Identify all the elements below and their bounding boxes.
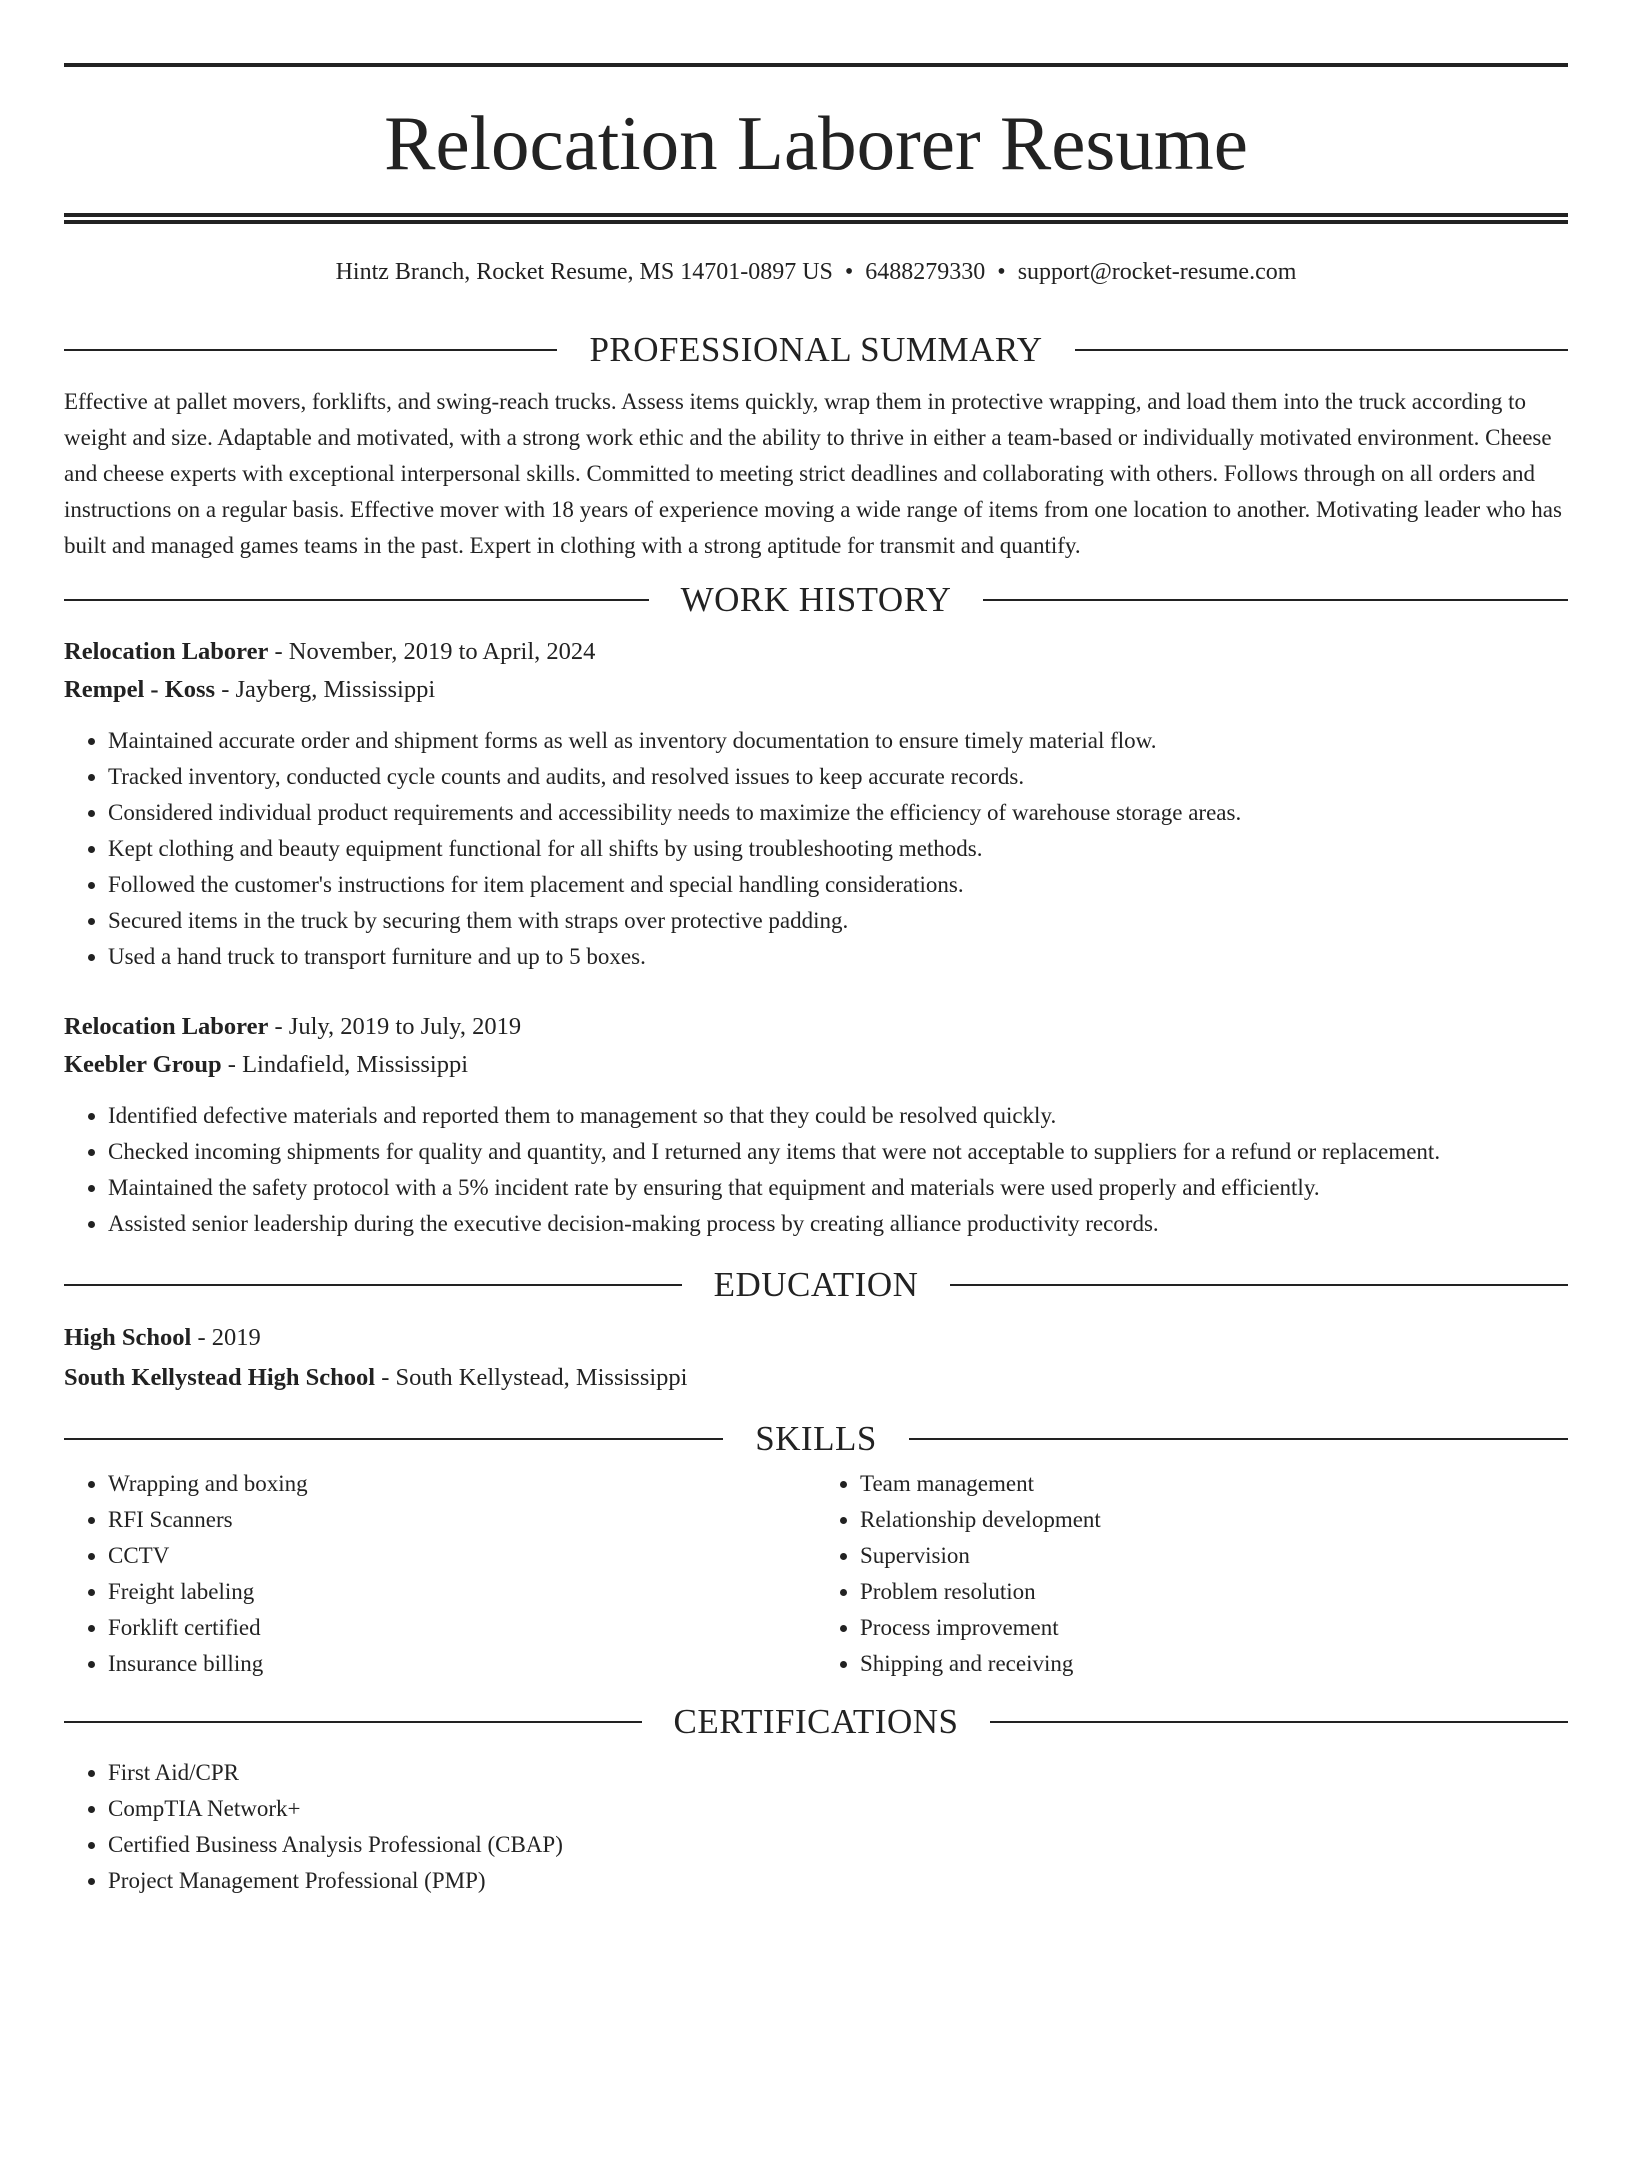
skills-column-left (64, 1466, 816, 1682)
job-title: Relocation Laborer (64, 1013, 269, 1040)
skill-item: • Freight labeling (108, 1574, 816, 1610)
job-entry (64, 1008, 1568, 1242)
education-degree-line (64, 1318, 1568, 1358)
section-title-summary: PROFESSIONAL SUMMARY (589, 330, 1043, 369)
job-title-line (64, 633, 1568, 671)
education-school: South Kellystead High School (64, 1364, 376, 1391)
job-company-line (64, 1046, 1568, 1084)
job-dates: - November, 2019 to April, 2024 (268, 638, 596, 665)
divider-line (990, 1721, 1568, 1723)
education-degree: High School (64, 1324, 192, 1351)
skill-item: • Problem resolution (860, 1574, 1568, 1610)
skill-item: • Relationship development (860, 1502, 1568, 1538)
list-item: • Identified defective materials and reported them to management so that they could be resolved quickly. (108, 1098, 1568, 1134)
resume-title: Relocation Laborer Resume (384, 100, 1248, 186)
education-school-line (64, 1358, 1568, 1398)
section-title-certifications: CERTIFICATIONS (673, 1702, 959, 1741)
skill-item: • Supervision (860, 1538, 1568, 1574)
section-title-skills: SKILLS (755, 1419, 877, 1458)
section-header-skills (64, 1421, 1568, 1456)
certification-item: • Project Management Professional (PMP) (108, 1863, 1568, 1899)
summary-text: Effective at pallet movers, forklifts, and swing-reach trucks. Assess items quickly, wrap them in protective wrapping, and load them into the truck according to weight and size. Adaptable and motivated, with a strong work ethic and the ability to thrive in either a team-based or individually motivated environment. Cheese and cheese experts with exceptional interpersonal skills. Committed to meeting strict deadlines and collaborating with others. Follows through on all orders and instructions on a regular basis. Effective mover with 18 years of experience moving a wide range of items from one location to another. Motivating leader who has built and managed games teams in the past. Expert in clothing with a strong aptitude for transmit and quantify. (64, 389, 1562, 558)
job-title-line (64, 1008, 1568, 1046)
section-header-certifications (64, 1704, 1568, 1739)
divider-line (950, 1284, 1568, 1286)
skill-item: • Shipping and receiving (860, 1646, 1568, 1682)
skills-grid (64, 1466, 1568, 1682)
skills-column-right (816, 1466, 1568, 1682)
skill-item: • Insurance billing (108, 1646, 816, 1682)
list-item: • Tracked inventory, conducted cycle counts and audits, and resolved issues to keep accurate records. (108, 759, 1568, 795)
job-company-line (64, 671, 1568, 709)
divider-line (64, 1438, 723, 1440)
job-location: - Jayberg, Mississippi (215, 676, 436, 703)
skill-item: • RFI Scanners (108, 1502, 816, 1538)
list-item: • Assisted senior leadership during the executive decision-making process by creating alliance productivity records. (108, 1206, 1568, 1242)
job-entry (64, 633, 1568, 975)
education-year: - 2019 (191, 1324, 261, 1351)
list-item: • Followed the customer's instructions for item placement and special handling considerations. (108, 867, 1568, 903)
skill-item: • Forklift certified (108, 1610, 816, 1646)
divider-line (909, 1438, 1568, 1440)
list-item: • Used a hand truck to transport furniture and up to 5 boxes. (108, 939, 1568, 975)
skill-item: • CCTV (108, 1538, 816, 1574)
divider-line (1075, 349, 1568, 351)
contact-line (64, 260, 1568, 284)
list-item: • Checked incoming shipments for quality and quantity, and I returned any items that were not acceptable to suppliers for a refund or replacement. (108, 1134, 1568, 1170)
job-bullets (64, 1098, 1568, 1242)
list-item: • Considered individual product requirements and accessibility needs to maximize the efficiency of warehouse storage areas. (108, 795, 1568, 831)
list-item: • Kept clothing and beauty equipment functional for all shifts by using troubleshooting methods. (108, 831, 1568, 867)
title-double-rule (64, 213, 1568, 224)
job-company: Rempel - Koss (64, 676, 216, 703)
skill-item: • Wrapping and boxing (108, 1466, 816, 1502)
divider-line (64, 599, 649, 601)
certification-item: • Certified Business Analysis Professional (CBAP) (108, 1827, 1568, 1863)
job-location: - Lindafield, Mississippi (221, 1051, 469, 1078)
skill-item: • Team management (860, 1466, 1568, 1502)
job-company: Keebler Group (64, 1051, 222, 1078)
list-item: • Secured items in the truck by securing them with straps over protective padding. (108, 903, 1568, 939)
contact-phone[interactable]: 6488279330 (865, 259, 986, 285)
education-entry (64, 1318, 1568, 1398)
section-header-education (64, 1267, 1568, 1302)
job-dates: - July, 2019 to July, 2019 (268, 1013, 522, 1040)
certification-item: • First Aid/CPR (108, 1755, 1568, 1791)
contact-address: Hintz Branch, Rocket Resume, MS 14701-0897 US (335, 259, 833, 285)
divider-line (64, 1721, 642, 1723)
divider-line (983, 599, 1568, 601)
job-bullets (64, 723, 1568, 975)
section-header-work-history (64, 582, 1568, 617)
divider-line (64, 1284, 682, 1286)
section-header-summary (64, 332, 1568, 367)
contact-email[interactable]: support@rocket-resume.com (1017, 259, 1297, 285)
list-item: • Maintained the safety protocol with a 5% incident rate by ensuring that equipment and materials were used properly and efficiently. (108, 1170, 1568, 1206)
education-location: - South Kellystead, Mississippi (375, 1364, 688, 1391)
list-item: • Maintained accurate order and shipment forms as well as inventory documentation to ensure timely material flow. (108, 723, 1568, 759)
contact-separator: • (997, 259, 1006, 285)
certification-item: • CompTIA Network+ (108, 1791, 1568, 1827)
certifications-list (64, 1755, 1568, 1899)
divider-line (64, 349, 557, 351)
section-title-education: EDUCATION (713, 1265, 919, 1304)
resume-page (0, 63, 1632, 2175)
job-title: Relocation Laborer (64, 638, 269, 665)
contact-separator: • (844, 259, 854, 285)
top-rule (64, 63, 1568, 67)
skill-item: • Process improvement (860, 1610, 1568, 1646)
section-title-work-history: WORK HISTORY (680, 580, 952, 619)
